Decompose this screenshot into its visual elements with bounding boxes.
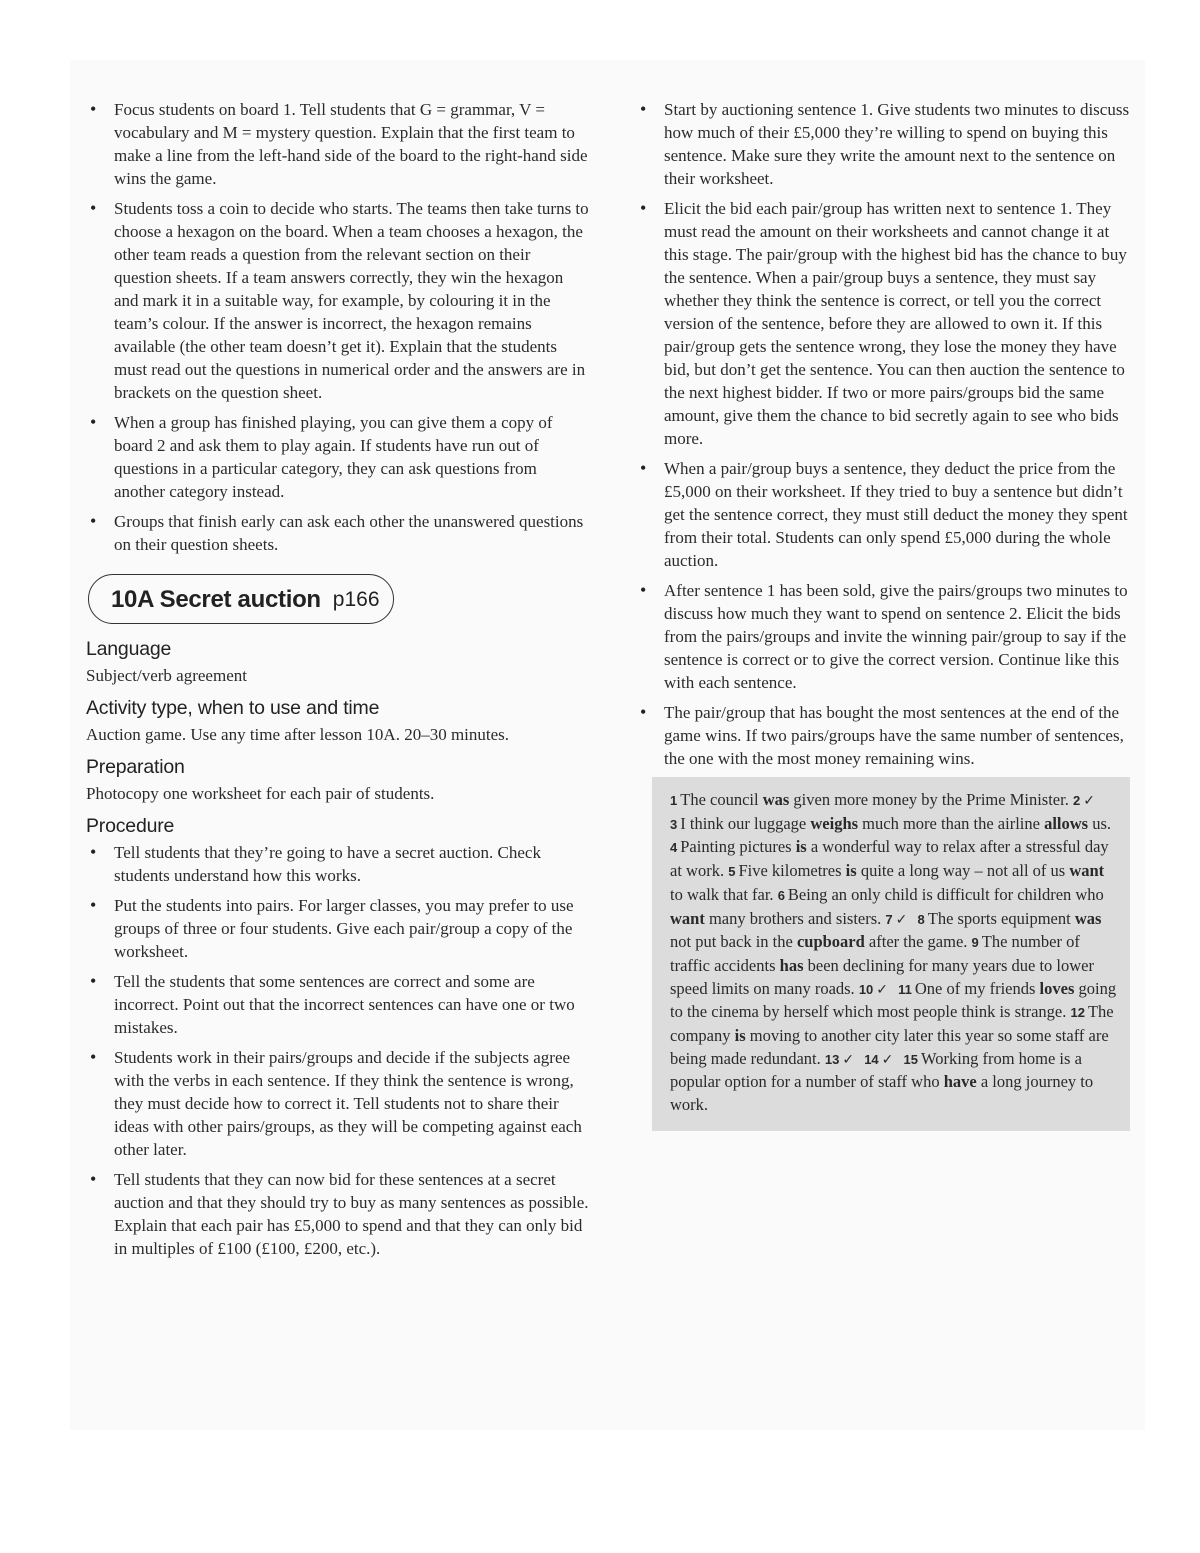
answer-verb: was [1074,908,1102,928]
answer-verb: want [670,908,705,928]
checkmark-icon: ✓ [842,1051,855,1068]
language-text: Subject/verb agreement [86,666,247,685]
answer-item [885,909,913,928]
auction-bullet-list [634,98,1136,770]
answer-verb: is [845,861,857,881]
answer-item: 8 The sports equipment was not put back in the cupboard after the game. [670,908,1102,952]
list-item: • Focus students on board 1. Tell students that G = grammar, V = vocabulary and M = mystery question. Explain that the first team to make a line from the left-hand side of the board to the right-hand side wins the game. [84,98,592,190]
answer-key-box [652,777,1130,1131]
answer-item [825,1049,860,1068]
answer-number: 8 [917,911,925,927]
answer-item: 12 The company is moving to another city later this year so some staff are being made redundant. [670,1002,1114,1068]
list-item: • The pair/group that has bought the most sentences at the end of the game wins. If two pairs/groups have the same number of sentences, the one with the most money remaining wins. [634,701,1136,770]
answer-number: 12 [1070,1005,1085,1021]
procedure-bullet-list [84,841,592,1260]
list-item: • Put the students into pairs. For larger classes, you may prefer to use groups of three or four students. Give each pair/group a copy of the worksheet. [84,894,592,963]
answer-verb: allows [1044,813,1089,833]
answer-number: 13 [824,1051,840,1067]
activity-text: Auction game. Use any time after lesson 10A. 20–30 minutes. [86,725,510,744]
answer-verb: weighs [810,813,859,833]
answer-verb: is [734,1026,746,1046]
answer-number: 4 [670,840,678,856]
section-title: 10A Secret auction [111,585,321,613]
answer-item: 3 I think our luggage weighs much more than the airline allows us. [670,813,1112,833]
list-item: • Students toss a coin to decide who starts. The teams then take turns to choose a hexagon on the board. When a team chooses a hexagon, the other team reads a question from the relevant section on their question sheets. If a team answers correctly, they win the hexagon and mark it in a suitable way, for example, by colouring it in the team’s colour. If the answer is incorrect, the hexagon remains available (the other team doesn’t get it). Explain that the students must read out the questions in numerical order and the answers are in brackets on the question sheet. [84,197,592,404]
answer-item: 11 One of my friends loves going to the cinema by herself which most people think is strange. [670,978,1117,1022]
answer-item: 4 Painting pictures is a wonderful way to relax after a stressful day at work. [670,837,1109,881]
language-heading: Language [86,638,172,660]
answer-item [864,1049,899,1068]
answer-item: 6 Being an only child is difficult for children who want many brothers and sisters. [670,884,1104,928]
answer-item: 9 The number of traffic accidents has been declining for many years due to lower speed limits on many roads. [670,932,1094,998]
list-item: • Tell students that they’re going to have a secret auction. Check students understand how this works. [84,841,592,887]
section-heading-box [88,574,394,624]
list-item: • When a group has finished playing, you can give them a copy of board 2 and ask them to play again. If students have run out of questions in a particular category, they can ask questions from another category instead. [84,411,592,503]
list-item: • Tell students that they can now bid for these sentences at a secret auction and that they should try to buy as many sentences as possible. Explain that each pair has £5,000 to spend and that they can only bid in multiples of £100 (£100, £200, etc.). [84,1168,592,1260]
preparation-text: Photocopy one worksheet for each pair of students. [86,784,435,803]
left-column [84,98,592,1267]
answer-number: 7 [885,911,893,927]
answer-verb: loves [1039,978,1075,998]
list-item: • Students work in their pairs/groups and decide if the subjects agree with the verbs in each sentence. If they think the sentence is wrong, they must decide how to correct it. Tell students not to share their ideas with other pairs/groups, as they will be competing against each other later. [84,1046,592,1161]
answer-number: 5 [728,864,736,880]
answer-number: 6 [777,887,785,903]
answer-item: 15 Working from home is a popular option for a number of staff who have a long journey to work. [670,1048,1094,1115]
answer-verb: have [943,1072,977,1092]
answer-number: 9 [971,935,979,951]
section-page-ref: p166 [332,587,380,611]
list-item: • Tell the students that some sentences are correct and some are incorrect. Point out that the incorrect sentences can have one or two mistakes. [84,970,592,1039]
answer-item [1073,790,1101,809]
answer-number: 3 [670,816,678,832]
checkmark-icon: ✓ [876,981,889,998]
answer-item: 1 The council was given more money by the Prime Minister. [670,790,1069,809]
answer-verb: is [795,837,807,857]
answer-number: 15 [903,1051,918,1067]
answer-item: 5 Five kilometres is quite a long way – not all of us want to walk that far. [670,861,1105,904]
answer-verb: has [779,955,804,975]
answer-number: 11 [898,981,912,997]
checkmark-icon: ✓ [881,1051,894,1068]
right-column [634,98,1136,1131]
preparation-heading: Preparation [86,756,185,778]
answer-number: 10 [858,981,874,997]
list-item: • After sentence 1 has been sold, give the pairs/groups two minutes to discuss how much they want to spend on sentence 2. Elicit the bids from the pairs/groups and invite the winning pair/group to say if the sentence is correct or to give the correct version. Continue like this with each sentence. [634,579,1136,694]
activity-heading: Activity type, when to use and time [86,697,380,719]
list-item: • Start by auctioning sentence 1. Give students two minutes to discuss how much of their £5,000 they’re willing to spend on buying this sentence. Make sure they write the amount next to the sentence on their worksheet. [634,98,1136,190]
answer-number: 1 [670,793,678,808]
answer-number: 14 [864,1051,879,1067]
answer-item [859,979,894,998]
answer-number: 2 [1072,793,1081,808]
list-item: • Elicit the bid each pair/group has written next to sentence 1. They must read the amount on their worksheets and cannot change it at this stage. The pair/group with the highest bid has the chance to buy the sentence. When a pair/group buys a sentence, they must say whether they think the sentence is correct, or tell you the correct version of the sentence, before they are allowed to own it. If this pair/group gets the sentence wrong, they lose the money they have bid, but don’t get the sentence. You can then auction the sentence to the next highest bidder. If two or more pairs/groups bid the same amount, give them the chance to bid secretly again to see who bids more. [634,197,1136,450]
answer-verb: cupboard [796,932,865,952]
procedure-heading: Procedure [86,815,175,837]
list-item: • Groups that finish early can ask each other the unanswered questions on their question sheets. [84,510,592,556]
intro-bullet-list [84,98,592,556]
checkmark-icon: ✓ [1083,793,1095,809]
checkmark-icon: ✓ [895,911,908,928]
answer-verb: want [1069,861,1105,881]
answer-verb: was [762,790,790,809]
list-item: • When a pair/group buys a sentence, they deduct the price from the £5,000 on their worksheet. If they tried to buy a sentence but didn’t get the sentence correct, they must still deduct the money they spent from their total. Students can only spend £5,000 during the whole auction. [634,457,1136,572]
